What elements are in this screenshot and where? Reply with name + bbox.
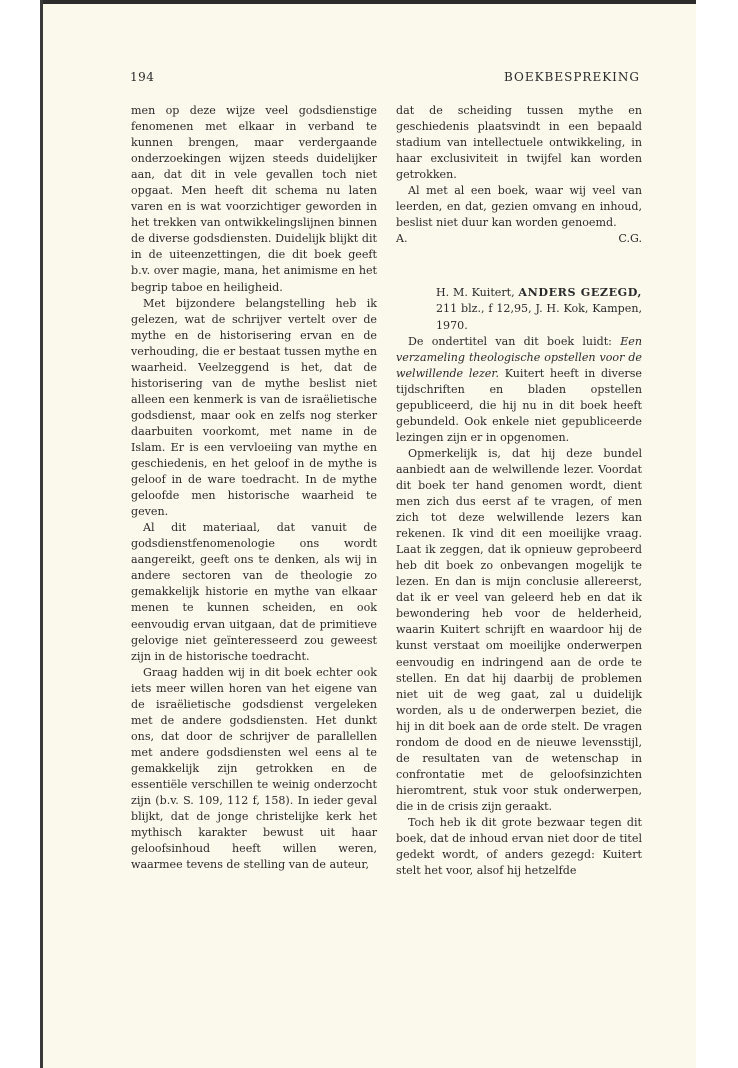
page-number: 194 [130,70,155,84]
review-author: H. M. Kuitert, [436,286,515,300]
subtitle-quote: Een verzameling theologische opstellen voor de welwillende lezer. [396,334,643,380]
paragraph: Graag hadden wij in dit boek echter ook iets meer willen horen van het eigene van de israëlietische godsdienst vergeleken met de andere godsdiensten. Het dunkt ons, dat door de schrijver de parallellen met andere godsdiensten wel eens al te gemakkelijk zijn getrokken en de essentiële verschillen te weinig onderzocht zijn (b.v. S. 109, 112 f, 158). In ieder geval blijkt, dat de jonge christelijke kerk het mythisch karakter bewust uit haar geloofsinhoud heeft willen weren, waarmee tevens de stelling van de auteur, [131,665,377,872]
paragraph: Opmerkelijk is, dat hij deze bundel aanbiedt aan de welwillende lezer. Voordat dit boek ter hand genomen wordt, dient men zich dus eerst af te vragen, of men zich tot deze welwillende lezers kan rekenen. Ik vind dit een moeilijke vraag. Laat ik zeggen, dat ik opnieuw geprobeerd heb dit boek zo onbevangen mogelijk te lezen. En dan is mijn conclusie allereerst, dat ik er veel van geleerd heb en dat ik bewondering heb voor de helderheid, waarin Kuitert schrijft en waardoor hij de kunst verstaat om moeilijke onderwerpen eenvoudig en indringend aan de orde te stellen. En dat hij daarbij de problemen niet uit de weg gaat, zal u duidelijk worden, als u de onderwerpen beziet, die hij in dit boek aan de orde stelt. De vragen rondom de dood en de nieuwe levensstijl, de resultaten van de wetenschap in confrontatie met de geloofsinzichten hieromtrent, stuk voor stuk onderwerpen, die in de crisis zijn geraakt. [396,446,642,813]
review-heading [396,285,642,333]
paragraph: dat de scheiding tussen mythe en geschiedenis plaatsvindt in een bepaald stadium van intellectuele ontwikkeling, in haar exclusiviteit in twijfel kan worden getrokken. [396,104,642,182]
paragraph: Al dit materiaal, dat vanuit de godsdienstfenomenologie ons wordt aangereikt, geeft ons te denken, als wij in andere sectoren van de theologie zo gemakkelijk historie en mythe van elkaar menen te kunnen scheiden, en ook eenvoudig ervan uitgaan, dat de primitieve gelovige niet geïnteresseerd zou geweest zijn in de historische toedracht. [131,521,377,663]
review-details: 211 blz., f 12,95, J. H. Kok, Kampen, 1970. [436,302,642,332]
paragraph: Met bijzondere belangstelling heb ik gelezen, wat de schrijver vertelt over de mythe en de historisering ervan en de verhouding, die er bestaat tussen mythe en waarheid. Veelzeggend is het, dat de historisering van de mythe beslist niet alleen een kenmerk is van de israëlietische godsdienst, maar ook en zelfs nog sterker daarbuiten voorkomt, met name in de Islam. Er is een vervloeiing van mythe en geschiedenis, en het geloof in de mythe is geloof in de ware toedracht. In de mythe geloofde men historische waarheid te geven. [131,296,377,519]
review-signature [396,231,642,247]
review-book-title: ANDERS GEZEGD, [518,286,642,300]
signature-author: C.G. [618,232,642,246]
paragraph: De ondertitel van dit boek luidt: Een verzameling theologische opstellen voor de welwillende lezer. Kuitert heeft in diverse tijdschriften en bladen opstellen gepubliceerd, die hij nu in dit boek heeft gebundeld. Ook enkele niet gepubliceerde lezingen zijn er in opgenomen. [396,334,643,444]
paragraph: Toch heb ik dit grote bezwaar tegen dit boek, dat de inhoud ervan niet door de titel gedekt wordt, of anders gezegd: Kuitert stelt het voor, alsof hij hetzelfde [396,815,642,878]
page-header [130,70,640,90]
section-gap [396,247,642,285]
right-column [396,103,642,879]
paragraph: men op deze wijze veel godsdienstige fenomenen met elkaar in verband te kunnen brengen, maar verdergaande onderzoekingen wijzen steeds duidelijker aan, dat dit in vele gevallen toch niet opgaat. Men heeft dit schema nu laten varen en is wat voorzichtiger geworden in het trekken van ontwikkelingslijnen binnen de diverse godsdiensten. Duidelijk blijkt dit in de uiteenzettingen, die dit boek geeft b.v. over magie, mana, het animisme en het begrip taboe en heiligheid. [131,104,377,294]
paragraph: Al met al een boek, waar wij veel van leerden, en dat, gezien omvang en inhoud, beslist niet duur kan worden genoemd. [396,184,642,230]
signature-initial: A. [396,232,408,246]
left-column [131,103,377,873]
running-title: BOEKBESPREKING [503,70,640,84]
